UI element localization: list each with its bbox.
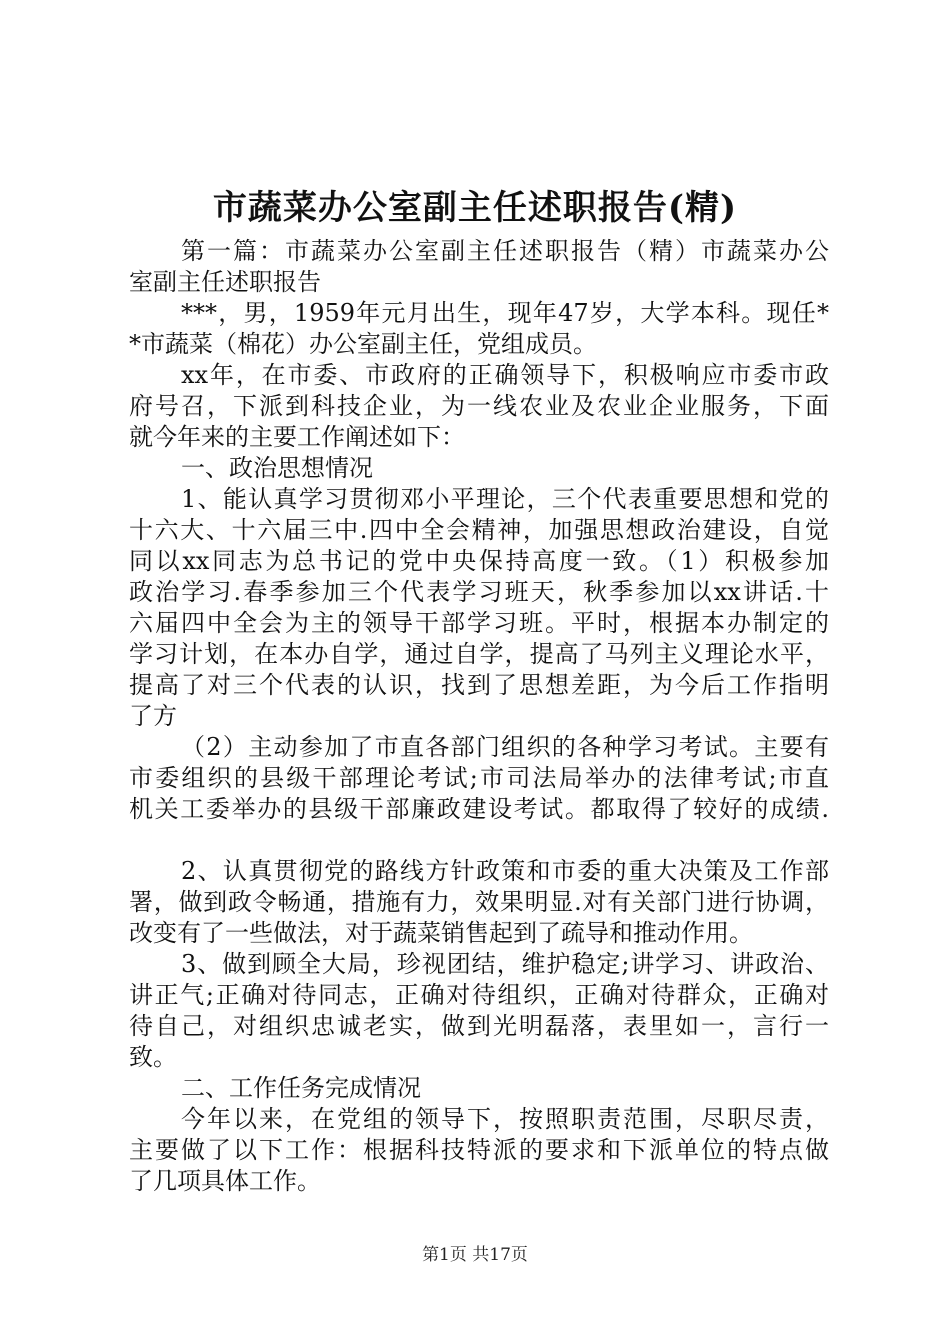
text-line: 第一篇：市蔬菜办公室副主任述职报告（精）市蔬菜办公 [181, 237, 829, 265]
section-heading: 一、政治思想情况 [181, 454, 373, 482]
text-line: 机关工委举办的县级干部廉政建设考试。都取得了较好的成绩. [129, 795, 829, 823]
text-line: （2）主动参加了市直各部门组织的各种学习考试。主要有 [181, 733, 829, 761]
section-heading: 二、工作任务完成情况 [181, 1074, 421, 1102]
text-line: 改变有了一些做法，对于蔬菜销售起到了疏导和推动作用。 [129, 919, 753, 947]
text-line: xx年，在市委、市政府的正确领导下，积极响应市委市政 [181, 361, 829, 389]
text-line: 提高了对三个代表的认识，找到了思想差距，为今后工作指明 [129, 671, 829, 699]
document-title: 市蔬菜办公室副主任述职报告(精) [212, 188, 738, 228]
text-line: 十六大、十六届三中.四中全会精神，加强思想政治建设，自觉 [129, 516, 829, 544]
text-line: 就今年来的主要工作阐述如下： [129, 423, 465, 451]
text-line: 同以xx同志为总书记的党中央保持高度一致。（1）积极参加 [129, 547, 829, 575]
text-line: 致。 [129, 1043, 177, 1071]
page-footer: 第1页 共17页 [422, 1245, 528, 1265]
text-line: 今年以来，在党组的领导下，按照职责范围，尽职尽责， [181, 1105, 829, 1133]
text-line: 六届四中全会为主的领导干部学习班。平时，根据本办制定的 [129, 609, 829, 637]
text-line: 1、能认真学习贯彻邓小平理论，三个代表重要思想和党的 [181, 485, 829, 513]
text-line: 3、做到顾全大局，珍视团结，维护稳定;讲学习、讲政治、 [181, 950, 829, 978]
text-line: ***，男，1959年元月出生，现年47岁，大学本科。现任* [181, 299, 829, 327]
text-line: 政治学习.春季参加三个代表学习班天，秋季参加以xx讲话.十 [129, 578, 829, 606]
text-line: 了方 [129, 702, 177, 730]
text-line: 室副主任述职报告 [129, 268, 321, 296]
text-line: 2、认真贯彻党的路线方针政策和市委的重大决策及工作部 [181, 857, 829, 885]
text-line: 学习计划，在本办自学，通过自学，提高了马列主义理论水平， [129, 640, 829, 668]
blank-line [129, 825, 829, 856]
text-line: 市委组织的县级干部理论考试;市司法局举办的法律考试;市直 [129, 764, 829, 792]
text-line: 待自己，对组织忠诚老实，做到光明磊落，表里如一，言行一 [129, 1012, 829, 1040]
text-line: 了几项具体工作。 [129, 1167, 321, 1195]
text-line: 主要做了以下工作：根据科技特派的要求和下派单位的特点做 [129, 1136, 829, 1164]
text-line: *市蔬菜（棉花）办公室副主任，党组成员。 [129, 330, 597, 358]
text-line: 署，做到政令畅通，措施有力，效果明显.对有关部门进行协调， [129, 888, 829, 916]
document-body [129, 236, 829, 1197]
text-line: 府号召，下派到科技企业，为一线农业及农业企业服务，下面 [129, 392, 829, 420]
text-line: 讲正气;正确对待同志，正确对待组织，正确对待群众，正确对 [129, 981, 829, 1009]
